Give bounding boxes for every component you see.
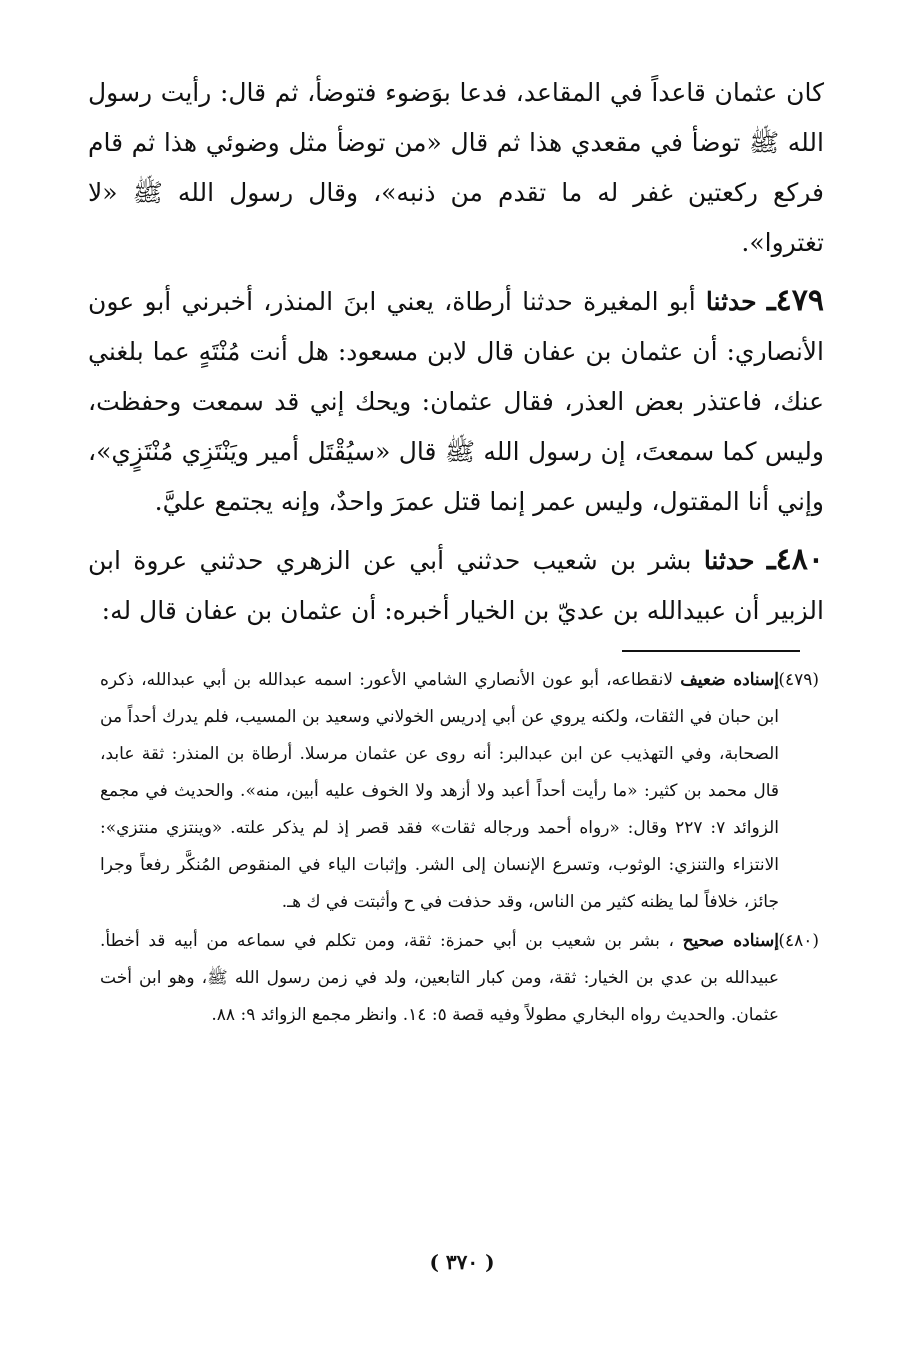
hadith-text: أبو المغيرة حدثنا أرطاة، يعني ابنَ المنذر، أخبرني أبو عون الأنصاري: أن عثمان بن عفان قال لابن مسعود: هل أنت مُنْتَهٍ عما بلغني عنك، فاعتذر بعض العذر، فقال عثمان: ويحك إني قد سمعت وحفظت، وليس كما سمعتَ، إن رسول الله ﷺ قال «سيُقْتَل أمير ويَنْتَزِي مُنْتَزٍي»، وإني أنا المقتول، وليس عمر إنما قتل عمرَ واحدٌ، وإنه يجتمع عليَّ. — [88, 287, 824, 516]
hadith-keyword: حدثنا — [703, 546, 755, 575]
footnote-479 — [100, 662, 819, 921]
footnote-number: (٤٧٩) — [778, 670, 819, 690]
hadith-number: ٤٨٠ـ — [766, 542, 824, 577]
footnote-divider — [622, 650, 800, 652]
hadith-text: بشر بن شعيب حدثني أبي عن الزهري حدثني عروة ابن الزبير أن عبيدالله بن عديّ بن الخيار أخبره: أن عثمان بن عفان قال له: — [88, 546, 824, 625]
footnote-480 — [100, 923, 819, 1034]
footnote-text: ، بشر بن شعيب بن أبي حمزة: ثقة، ومن تكلم في سماعه من أبيه قد أخطأ. عبيدالله بن عدي بن الخيار: ثقة، ومن كبار التابعين، ولد في زمن رسول الله ﷺ، وهو ابن أخت عثمان. والحديث رواه البخاري مطولاً وفيه قصة ٥: ١٤. وانظر مجمع الزوائد ٩: ٨٨. — [100, 931, 779, 1025]
hadith-keyword: حدثنا — [705, 287, 757, 316]
footnote-number: (٤٨٠) — [778, 931, 819, 951]
hadith-number: ٤٧٩ـ — [766, 283, 824, 318]
hadith-479 — [88, 276, 824, 527]
footnotes — [100, 662, 819, 1034]
hadith-480 — [88, 535, 824, 636]
paragraph-continuation: كان عثمان قاعداً في المقاعد، فدعا بوَضوء فتوضأ، ثم قال: رأيت رسول الله ﷺ توضأ في مقعدي هذا ثم قال «من توضأ مثل وضوئي هذا ثم قام فركع ركعتين غفر له ما تقدم من ذنبه»، وقال رسول الله ﷺ «لا تغتروا». — [88, 78, 824, 257]
page-number: ( ٣٧٠ ) — [429, 1250, 495, 1274]
footnote-grade: إسناده صحيح — [682, 931, 779, 951]
main-text — [88, 68, 824, 636]
footnote-grade: إسناده ضعيف — [680, 670, 779, 690]
footnote-text: لانقطاعه، أبو عون الأنصاري الشامي الأعور: اسمه عبدالله بن أبي عبدالله، ذكره ابن حبان في الثقات، ولكنه يروي عن أبي إدريس الخولاني وسعيد بن المسيب، فلم يدرك أحداً من الصحابة، وفي التهذيب عن ابن عبدالبر: أنه روى عن عثمان مرسلا. أرطاة بن المنذر: ثقة عابد، قال محمد بن كثير: «ما رأيت أحداً أعبد ولا أزهد ولا الخوف عليه أبين، منه». والحديث في مجمع الزوائد ٧: ٢٢٧ وقال: «رواه أحمد ورجاله ثقات» فقد قصر إذ لم يذكر علته. «وينتزي منتزي»: الانتزاء والتنزي: الوثوب، وتسرع الإنسان إلى الشر. وإثبات الياء في المنقوص المُنكَّر رفعاً وجرا جائز، خلافاً لما يظنه كثير من الناس، وقد حذفت في ح وأثبتت في ك هـ. — [100, 670, 780, 912]
